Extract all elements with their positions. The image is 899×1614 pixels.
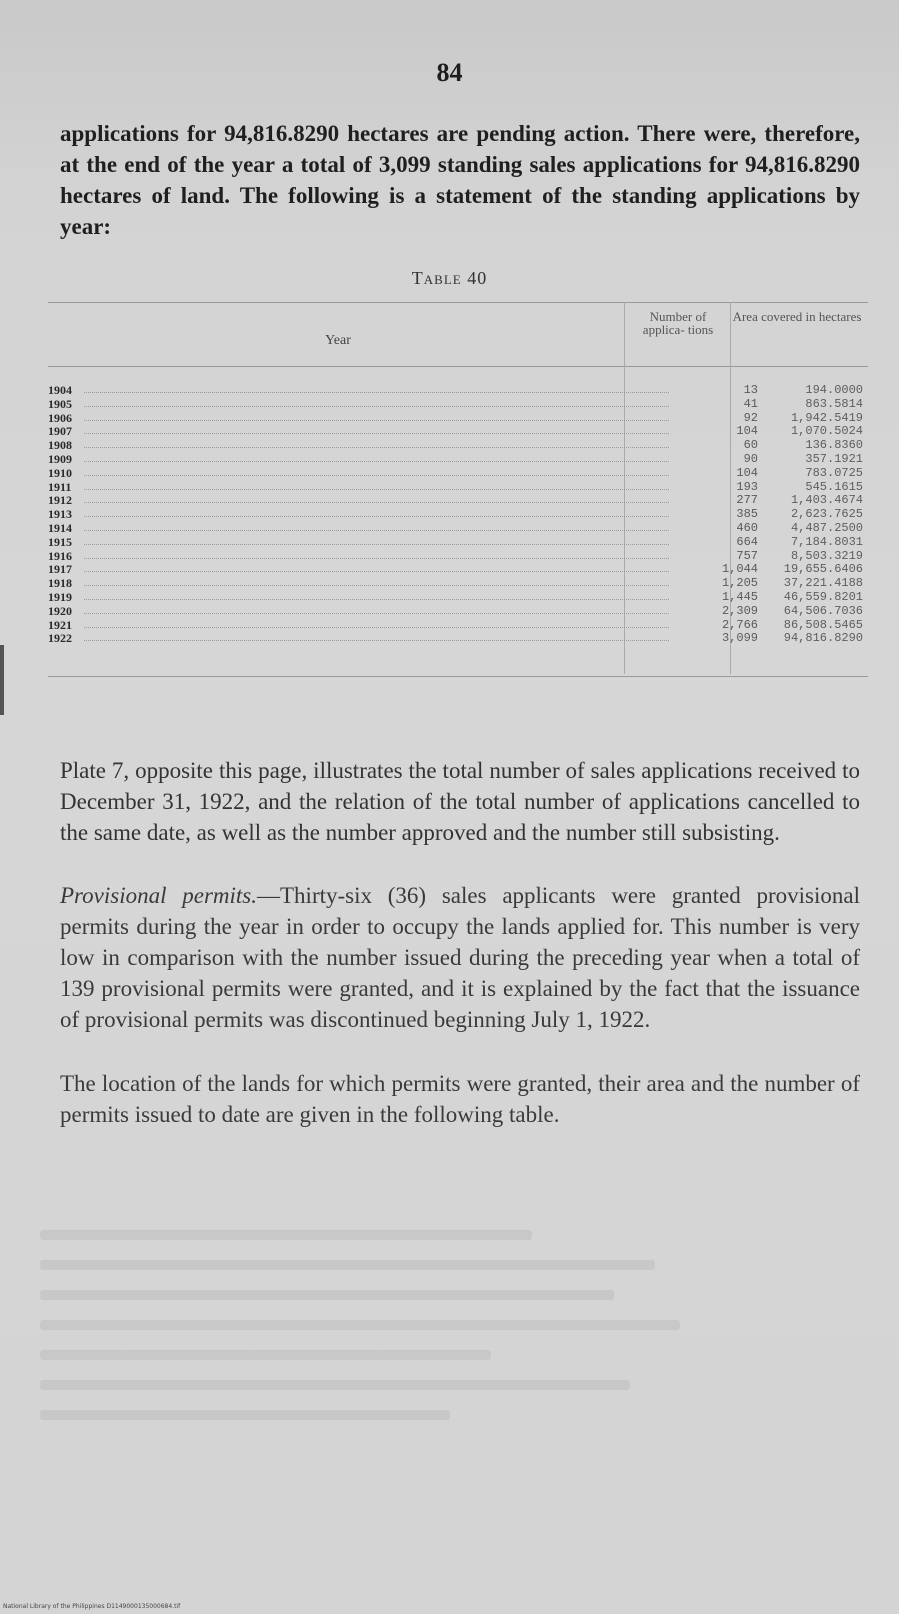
row-number-of-applications: 13 [743, 383, 758, 397]
row-area: 37,221.4188 [783, 576, 863, 591]
paragraph-intro: applications for 94,816.8290 hectares are pending action. There were, therefore, at the end of the year a total of 3,099 standing sales applications for 94,816.8290 hectares of land. The following is a statement of the standing applications by year: [60, 121, 860, 239]
dot-leader [84, 530, 669, 531]
row-year: 1907 [48, 424, 72, 439]
dot-leader [84, 420, 669, 421]
row-area: 64,506.7036 [783, 603, 863, 618]
table-row [48, 550, 868, 564]
row-area: 46,559.8201 [783, 589, 863, 604]
dot-leader [84, 544, 669, 545]
table-row [48, 632, 868, 646]
table-row [48, 481, 868, 495]
paragraph-provisional-permits [60, 880, 860, 1035]
table-row [48, 591, 868, 605]
row-year: 1921 [48, 617, 72, 632]
row-year: 1922 [48, 631, 72, 646]
bleed-through-shadow [40, 1210, 860, 1440]
row-number-of-applications: 90 [743, 451, 758, 466]
page-number: 84 [436, 58, 463, 87]
dot-leader [84, 627, 669, 628]
row-year: 1914 [48, 520, 72, 535]
row-number-of-applications: 385 [736, 507, 758, 522]
row-number-of-applications: 1,445 [721, 589, 758, 604]
row-number-of-applications: 92 [743, 410, 758, 425]
row-number-of-applications: 277 [736, 493, 758, 508]
table-row [48, 384, 868, 398]
row-number-of-applications: 193 [736, 479, 758, 494]
row-number-of-applications: 104 [736, 465, 758, 480]
row-year: 1905 [48, 396, 72, 411]
dot-leader [84, 502, 669, 503]
table-row [48, 577, 868, 591]
table-row [48, 605, 868, 619]
row-area: 545.1615 [805, 479, 863, 494]
row-year: 1904 [48, 383, 72, 397]
table-row [48, 619, 868, 633]
table-row [48, 508, 868, 522]
dot-leader [84, 516, 669, 517]
dot-leader [84, 585, 669, 586]
row-area: 7,184.8031 [790, 534, 863, 549]
table-row [48, 398, 868, 412]
table-row [48, 536, 868, 550]
row-year: 1915 [48, 534, 72, 549]
row-number-of-applications: 664 [736, 534, 758, 549]
row-area: 1,942.5419 [790, 410, 863, 425]
row-number-of-applications: 2,766 [721, 617, 758, 632]
table-row [48, 467, 868, 481]
row-year: 1908 [48, 438, 72, 453]
table-row [48, 563, 868, 577]
row-year: 1910 [48, 465, 72, 480]
row-area: 136.8360 [805, 438, 863, 453]
row-number-of-applications: 1,044 [721, 562, 758, 577]
paragraph-plate: Plate 7, opposite this page, illustrates the total number of sales applications received to December 31, 1922, and the relation of the total number of applications cancelled to the same date, as well as the number approved and the number still subsisting. [60, 758, 860, 845]
row-area: 94,816.8290 [783, 631, 863, 646]
dot-leader [84, 640, 669, 641]
row-area: 1,070.5024 [790, 424, 863, 439]
dot-leader [84, 613, 669, 614]
header-year: Year [325, 333, 351, 348]
header-number-of-applications: Number of applica- tions [642, 309, 714, 337]
footer-scan-info: National Library of the Philippines D1149000135000684.tif [3, 1603, 181, 1610]
dot-leader [84, 406, 669, 407]
dot-leader [84, 433, 669, 434]
row-number-of-applications: 2,309 [721, 603, 758, 618]
row-area: 4,487.2500 [790, 520, 863, 535]
dot-leader [84, 392, 669, 393]
row-year: 1911 [48, 479, 72, 494]
dot-leader [84, 571, 669, 572]
row-number-of-applications: 60 [743, 438, 758, 453]
row-area: 783.0725 [805, 465, 863, 480]
header-area: Area covered in hectares [732, 309, 862, 324]
row-year: 1906 [48, 410, 72, 425]
page-edge-shadow [0, 645, 4, 715]
row-area: 2,623.7625 [790, 507, 863, 522]
provisional-permits-heading: Provisional permits. [60, 883, 257, 908]
row-number-of-applications: 104 [736, 424, 758, 439]
provisional-permits-text: —Thirty-six (36) sales applicants were granted provisional permits during the year in order to occupy the lands applied for. This number is very low in comparison with the number issued during the preceding year when a total of 139 provisional permits were granted, and it is explained by the fact that the issuance of provisional permits was discontinued beginning July 1, 1922. [60, 883, 860, 1032]
table-bottom-rule [48, 676, 868, 677]
row-year: 1909 [48, 451, 72, 466]
row-year: 1916 [48, 548, 72, 563]
row-year: 1917 [48, 562, 72, 577]
row-year: 1918 [48, 576, 72, 591]
row-year: 1919 [48, 589, 72, 604]
table-body [48, 384, 868, 646]
row-number-of-applications: 757 [736, 548, 758, 563]
table-row [48, 439, 868, 453]
row-number-of-applications: 460 [736, 520, 758, 535]
paragraph-location: The location of the lands for which permits were granted, their area and the number of permits issued to date are given in the following table. [60, 1071, 860, 1127]
row-area: 8,503.3219 [790, 548, 863, 563]
table-row [48, 522, 868, 536]
table-title: Table 40 [411, 268, 488, 288]
dot-leader [84, 599, 669, 600]
row-year: 1920 [48, 603, 72, 618]
row-number-of-applications: 3,099 [721, 631, 758, 646]
row-area: 86,508.5465 [783, 617, 863, 632]
dot-leader [84, 447, 669, 448]
row-area: 863.5814 [805, 396, 863, 411]
row-number-of-applications: 1,205 [721, 576, 758, 591]
row-area: 194.0000 [805, 383, 863, 397]
row-number-of-applications: 41 [743, 396, 758, 411]
table-top-rule [48, 302, 868, 303]
dot-leader [84, 475, 669, 476]
table-header-rule [48, 366, 868, 367]
row-area: 1,403.4674 [790, 493, 863, 508]
table-row [48, 494, 868, 508]
row-area: 357.1921 [805, 451, 863, 466]
table-row [48, 412, 868, 426]
row-area: 19,655.6406 [783, 562, 863, 577]
dot-leader [84, 558, 669, 559]
table-row [48, 453, 868, 467]
row-year: 1913 [48, 507, 72, 522]
table-row [48, 425, 868, 439]
dot-leader [84, 489, 669, 490]
dot-leader [84, 461, 669, 462]
row-year: 1912 [48, 493, 72, 508]
